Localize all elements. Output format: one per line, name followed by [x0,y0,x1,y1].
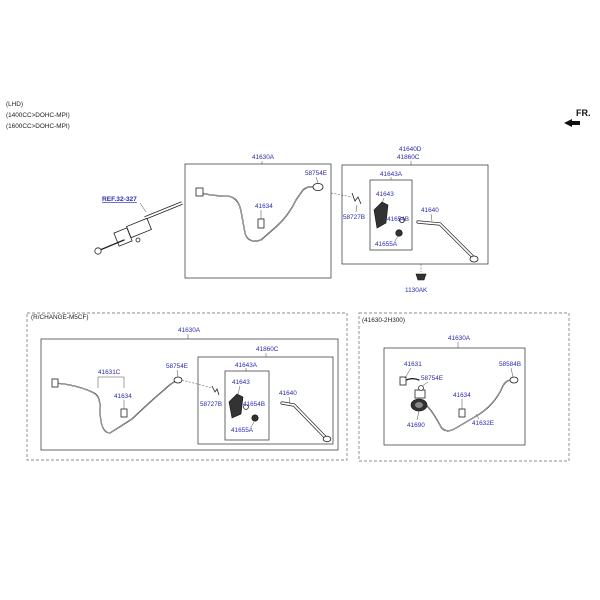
label-41860c[interactable]: 41860C [397,154,420,161]
label-41655a[interactable]: 41655A [375,241,398,248]
alt-label-58754e[interactable]: 58754E [421,375,444,382]
alt-label-41634[interactable]: 41634 [453,392,471,399]
label-41640[interactable]: 41640 [421,207,439,214]
rchange-label-41860c[interactable]: 41860C [256,346,279,353]
rchange-title: (R/CHANGE-M5CF) [31,314,89,321]
alt-label-41631[interactable]: 41631 [404,361,422,368]
direction-label: FR. [576,108,591,118]
alt-label-41690[interactable]: 41690 [407,422,425,429]
alt-group [359,313,569,461]
alt-title: (41630-2H300) [362,317,405,324]
rchange-label-58754e[interactable]: 58754E [166,363,189,370]
direction-arrow-icon [564,119,580,127]
rchange-label-41634[interactable]: 41634 [114,393,132,400]
rchange-label-41643[interactable]: 41643 [232,379,250,386]
rchange-label-41654b[interactable]: 41654B [243,401,266,408]
rchange-label-41640[interactable]: 41640 [279,390,297,397]
label-41643[interactable]: 41643 [376,191,394,198]
master-cylinder [95,203,182,254]
ref-label[interactable]: REF.32-327 [102,196,137,203]
rchange-label-41630a[interactable]: 41630A [178,327,201,334]
header-lhd: (LHD) [6,101,24,108]
top-group [95,146,488,294]
label-1130ak[interactable]: 1130AK [405,287,428,294]
label-41643a[interactable]: 41643A [380,171,403,178]
rchange-label-41631c[interactable]: 41631C [98,369,121,376]
alt-label-41632e[interactable]: 41632E [472,420,495,427]
rchange-label-41655a[interactable]: 41655A [231,427,254,434]
rchange-label-41643a[interactable]: 41643A [235,362,258,369]
label-41640d[interactable]: 41640D [399,146,422,153]
label-41630a[interactable]: 41630A [252,154,275,161]
alt-label-58584b[interactable]: 58584B [499,361,522,368]
rchange-label-58727b[interactable]: 58727B [200,401,223,408]
header-1600cc: (1600CC>DOHC-MPI) [6,123,70,130]
header-1400cc: (1400CC>DOHC-MPI) [6,112,70,119]
rchange-group [27,313,347,460]
label-41634[interactable]: 41634 [255,203,273,210]
label-58727b[interactable]: 58727B [343,214,366,221]
damper [411,386,427,411]
alt-label-41630a[interactable]: 41630A [448,335,471,342]
label-41654b[interactable]: 41654B [387,216,410,223]
label-58754e[interactable]: 58754E [305,170,328,177]
